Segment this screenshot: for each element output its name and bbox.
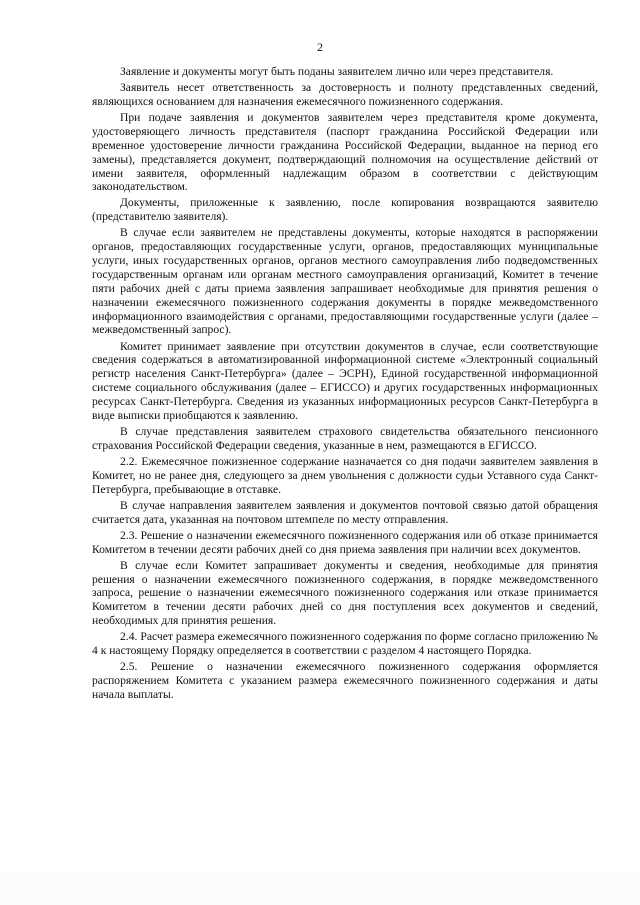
paragraph-5: В случае если заявителем не представлены документы, которые находятся в распоряжении органов, предоставляющих государственные услуги, органов, предоставляющих муниципальные услуги, иных государственных органов, органов местного самоуправления либо подведомственных государственным органам или органам местного самоуправления организаций, Комитет в течение пяти рабочих дней с даты приема заявления запрашивает необходимые для принятия решения о назначении ежемесячного пожизненного содержания документы в порядке межведомственного информационного взаимодействия с органами, предоставляющими государственные услуги (далее – межведомственный запрос). — [92, 226, 598, 337]
paragraph-2: Заявитель несет ответственность за достоверность и полноту представленных сведений, являющихся основанием для назначения ежемесячного пожизненного содержания. — [92, 81, 598, 108]
paragraph-7: В случае представления заявителем страхового свидетельства обязательного пенсионного страхования Российской Федерации сведения, указанные в нем, размещаются в ЕГИССО. — [92, 424, 598, 452]
paragraph-11: В случае если Комитет запрашивает документы и сведения, необходимые для принятия решения о назначении ежемесячного пожизненного содержания, в порядке межведомственного запроса, решение о назначении ежемесячного пожизненного содержания или отказе принимается Комитетом в течении десяти рабочих дней со дня поступления всех документов и сведений, необходимых для принятия решения. — [92, 558, 598, 628]
document-body — [92, 65, 598, 704]
paragraph-9: В случае направления заявителем заявления и документов почтовой связью датой обращения считается дата, указанная на почтовом штемпеле по месту отправления. — [92, 498, 598, 526]
paragraph-1: Заявление и документы могут быть поданы заявителем лично или через представителя. — [120, 65, 554, 78]
paragraph-4: Документы, приложенные к заявлению, после копирования возвращаются заявителю (представителю заявителя). — [92, 196, 598, 224]
paragraph-8: 2.2. Ежемесячное пожизненное содержание назначается со дня подачи заявителем заявления в Комитет, но не ранее дня, следующего за днем увольнения с должности судьи Уставного суда Санкт-Петербурга, пребывающие в отставке. — [92, 454, 598, 496]
paragraph-13: 2.5. Решение о назначении ежемесячного пожизненного содержания оформляется распоряжением Комитета с указанием размера ежемесячного пожизненного содержания и даты начала выплаты. — [92, 660, 598, 701]
paragraph-10: 2.3. Решение о назначении ежемесячного пожизненного содержания или об отказе принимается Комитетом в течении десяти рабочих дней со дня приема заявления при наличии всех документов. — [92, 528, 598, 556]
paragraph-6: Комитет принимает заявление при отсутствии документов в случае, если соответствующие сведения содержаться в автоматизированной информационной системе «Электронный социальный регистр населения Санкт-Петербурга» (далее – ЭСРН), Единой государственной информационной системе социального обслуживания (далее – ЕГИССО) и других государственных информационных ресурсах Санкт-Петербурга. Сведения из указанных информационных ресурсов Санкт-Петербурга в виде выписки приобщаются к заявлению. — [92, 339, 598, 422]
paragraph-12: 2.4. Расчет размера ежемесячного пожизненного содержания по форме согласно приложению № 4 к настоящему Порядку определяется в соответствии с разделом 4 настоящего Порядка. — [92, 630, 598, 658]
page-number: 2 — [317, 40, 323, 54]
scan-bottom-edge — [0, 872, 640, 905]
paragraph-3: При подаче заявления и документов заявителем через представителя кроме документа, удостоверяющего личность представителя (паспорт гражданина Российской Федерации или временное удостоверение личности гражданина Российской Федерации, выданное на период его замены), представляется документ, подтверждающий полномочия на осуществление действий от имени заявителя, оформленный надлежащим образом в соответствии с действующим законодательством. — [92, 111, 598, 194]
